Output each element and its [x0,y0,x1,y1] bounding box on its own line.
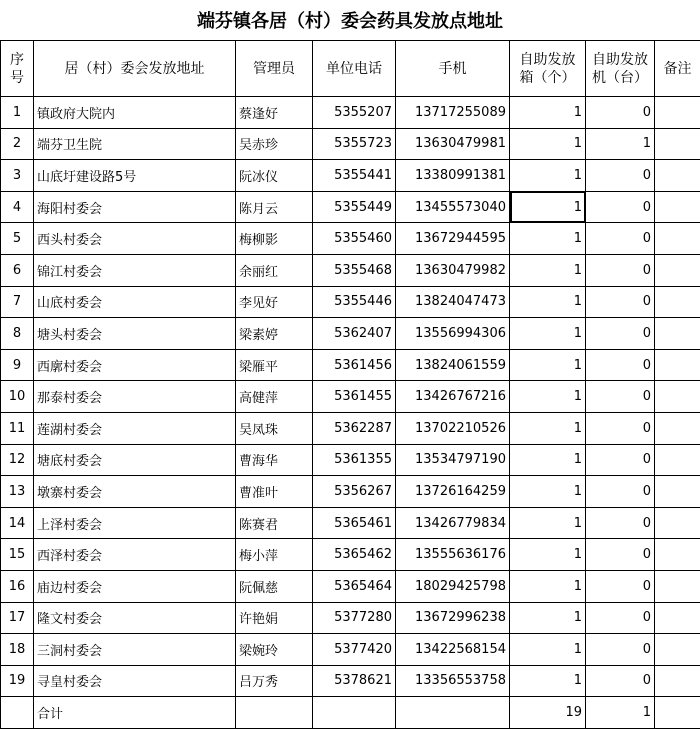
cell-box[interactable]: 1 [510,97,586,129]
total-empty-cell[interactable] [396,697,510,729]
cell-address[interactable]: 塘头村委会 [34,318,236,350]
cell-manager[interactable]: 陈赛君 [236,507,313,539]
cell-box[interactable]: 1 [510,665,586,697]
cell-mobile[interactable]: 13356553758 [396,665,510,697]
cell-address[interactable]: 镇政府大院内 [34,97,236,129]
cell-manager[interactable]: 吴赤珍 [236,128,313,160]
cell-box[interactable]: 1 [510,191,586,223]
cell-phone[interactable]: 5355460 [313,223,396,255]
cell-manager[interactable]: 梁婉玲 [236,634,313,666]
cell-note[interactable] [655,223,700,255]
cell-box[interactable]: 1 [510,412,586,444]
cell-seq[interactable]: 9 [1,349,34,381]
total-label[interactable]: 合计 [34,697,236,729]
cell-box[interactable]: 1 [510,128,586,160]
cell-machine[interactable]: 0 [586,223,655,255]
cell-note[interactable] [655,318,700,350]
cell-note[interactable] [655,602,700,634]
cell-manager[interactable]: 吴凤珠 [236,412,313,444]
cell-phone[interactable]: 5355468 [313,254,396,286]
table-row [1,128,700,160]
cell-address[interactable]: 墩寨村委会 [34,476,236,508]
table-row [1,634,700,666]
table-row [1,318,700,350]
table-row [1,254,700,286]
cell-machine[interactable]: 0 [586,476,655,508]
table-row [1,286,700,318]
cell-box[interactable]: 1 [510,318,586,350]
cell-mobile[interactable]: 18029425798 [396,570,510,602]
cell-seq[interactable]: 10 [1,381,34,413]
cell-machine[interactable]: 0 [586,507,655,539]
table-row [1,570,700,602]
cell-address[interactable]: 海阳村委会 [34,191,236,223]
cell-machine[interactable]: 0 [586,634,655,666]
table-row [1,507,700,539]
cell-note[interactable] [655,381,700,413]
table-row [1,160,700,192]
cell-mobile[interactable]: 13630479982 [396,254,510,286]
cell-address[interactable]: 隆文村委会 [34,602,236,634]
cell-address[interactable]: 寻皇村委会 [34,665,236,697]
cell-machine[interactable]: 0 [586,602,655,634]
table-row [1,97,700,129]
cell-seq[interactable]: 19 [1,665,34,697]
table-row [1,539,700,571]
cell-machine[interactable]: 1 [586,128,655,160]
cell-address[interactable]: 那泰村委会 [34,381,236,413]
cell-machine[interactable]: 0 [586,318,655,350]
total-machine[interactable]: 1 [586,697,655,729]
cell-seq[interactable]: 5 [1,223,34,255]
cell-note[interactable] [655,539,700,571]
header-manager[interactable]: 管理员 [236,41,313,97]
cell-phone[interactable]: 5361355 [313,444,396,476]
cell-address[interactable]: 山底圩建设路5号 [34,160,236,192]
header-mobile[interactable]: 手机 [396,41,510,97]
total-row [1,697,700,729]
cell-mobile[interactable]: 13717255089 [396,97,510,129]
cell-seq[interactable]: 16 [1,570,34,602]
cell-note[interactable] [655,286,700,318]
cell-mobile[interactable]: 13630479981 [396,128,510,160]
cell-seq[interactable]: 17 [1,602,34,634]
cell-manager[interactable]: 梅小萍 [236,539,313,571]
cell-note[interactable] [655,160,700,192]
cell-seq[interactable]: 18 [1,634,34,666]
cell-note[interactable] [655,97,700,129]
cell-machine[interactable]: 0 [586,349,655,381]
cell-address[interactable]: 塘底村委会 [34,444,236,476]
header-row [1,41,700,97]
cell-machine[interactable]: 0 [586,160,655,192]
cell-mobile[interactable]: 13556994306 [396,318,510,350]
cell-manager[interactable]: 阮佩慈 [236,570,313,602]
cell-machine[interactable]: 0 [586,665,655,697]
cell-mobile[interactable]: 13455573040 [396,191,510,223]
header-address[interactable]: 居（村）委会发放地址 [34,41,236,97]
cell-phone[interactable]: 5356267 [313,476,396,508]
cell-manager[interactable]: 曹准叶 [236,476,313,508]
cell-phone[interactable]: 5361455 [313,381,396,413]
cell-manager[interactable]: 许艳娟 [236,602,313,634]
cell-mobile[interactable]: 13726164259 [396,476,510,508]
cell-seq[interactable]: 15 [1,539,34,571]
cell-seq[interactable]: 4 [1,191,34,223]
table-row [1,191,700,223]
cell-machine[interactable]: 0 [586,254,655,286]
cell-manager[interactable]: 陈月云 [236,191,313,223]
cell-mobile[interactable]: 13702210526 [396,412,510,444]
total-empty-cell[interactable] [655,697,700,729]
cell-machine[interactable]: 0 [586,570,655,602]
cell-note[interactable] [655,665,700,697]
cell-machine[interactable]: 0 [586,191,655,223]
cell-machine[interactable]: 0 [586,286,655,318]
cell-address[interactable]: 莲湖村委会 [34,412,236,444]
cell-address[interactable]: 庙边村委会 [34,570,236,602]
cell-phone[interactable]: 5362407 [313,318,396,350]
cell-machine[interactable]: 0 [586,97,655,129]
table-row [1,665,700,697]
cell-note[interactable] [655,191,700,223]
cell-phone[interactable]: 5355207 [313,97,396,129]
cell-seq[interactable]: 13 [1,476,34,508]
total-empty-cell[interactable] [236,697,313,729]
cell-address[interactable]: 西廓村委会 [34,349,236,381]
header-seq[interactable]: 序号 [1,41,34,97]
cell-manager[interactable]: 梅柳影 [236,223,313,255]
cell-manager[interactable]: 吕万秀 [236,665,313,697]
cell-phone[interactable]: 5377420 [313,634,396,666]
cell-manager[interactable]: 蔡逢好 [236,97,313,129]
cell-mobile[interactable]: 13824061559 [396,349,510,381]
cell-seq[interactable]: 14 [1,507,34,539]
table-row [1,223,700,255]
header-phone[interactable]: 单位电话 [313,41,396,97]
cell-phone[interactable]: 5365461 [313,507,396,539]
table-row [1,349,700,381]
table-row [1,381,700,413]
cell-address[interactable]: 西头村委会 [34,223,236,255]
cell-phone[interactable]: 5377280 [313,602,396,634]
cell-seq[interactable]: 7 [1,286,34,318]
cell-phone[interactable]: 5355449 [313,191,396,223]
cell-manager[interactable]: 曹海华 [236,444,313,476]
cell-machine[interactable]: 0 [586,444,655,476]
cell-mobile[interactable]: 13672996238 [396,602,510,634]
cell-box[interactable]: 1 [510,507,586,539]
total-box[interactable]: 19 [510,697,586,729]
table-row [1,602,700,634]
cell-manager[interactable]: 李见好 [236,286,313,318]
cell-seq[interactable]: 1 [1,97,34,129]
header-note[interactable]: 备注 [655,41,700,97]
cell-mobile[interactable]: 13555636176 [396,539,510,571]
cell-note[interactable] [655,254,700,286]
cell-mobile[interactable]: 13534797190 [396,444,510,476]
cell-mobile[interactable]: 13426767216 [396,381,510,413]
cell-box[interactable]: 1 [510,476,586,508]
cell-note[interactable] [655,507,700,539]
cell-box[interactable]: 1 [510,286,586,318]
cell-note[interactable] [655,349,700,381]
cell-seq[interactable]: 3 [1,160,34,192]
cell-manager[interactable]: 余丽红 [236,254,313,286]
cell-manager[interactable]: 梁雁平 [236,349,313,381]
cell-address[interactable]: 西泽村委会 [34,539,236,571]
cell-note[interactable] [655,570,700,602]
cell-box[interactable]: 1 [510,539,586,571]
cell-box[interactable]: 1 [510,349,586,381]
cell-phone[interactable]: 5361456 [313,349,396,381]
cell-box[interactable]: 1 [510,602,586,634]
cell-mobile[interactable]: 13824047473 [396,286,510,318]
cell-box[interactable]: 1 [510,160,586,192]
cell-box[interactable]: 1 [510,381,586,413]
cell-phone[interactable]: 5355441 [313,160,396,192]
cell-seq[interactable]: 6 [1,254,34,286]
cell-seq[interactable]: 12 [1,444,34,476]
cell-address[interactable]: 山底村委会 [34,286,236,318]
cell-seq[interactable]: 11 [1,412,34,444]
header-box[interactable]: 自助发放箱（个） [510,41,586,97]
document-title: 端芬镇各居（村）委会药具发放点地址 [197,11,503,32]
cell-mobile[interactable]: 13422568154 [396,634,510,666]
cell-machine[interactable]: 0 [586,539,655,571]
table-row [1,412,700,444]
cell-box[interactable]: 1 [510,570,586,602]
cell-manager[interactable]: 梁素婷 [236,318,313,350]
cell-box[interactable]: 1 [510,254,586,286]
total-empty-cell[interactable] [313,697,396,729]
cell-mobile[interactable]: 13672944595 [396,223,510,255]
cell-address[interactable]: 端芬卫生院 [34,128,236,160]
cell-phone[interactable]: 5365462 [313,539,396,571]
cell-note[interactable] [655,128,700,160]
cell-phone[interactable]: 5362287 [313,412,396,444]
table-row [1,476,700,508]
cell-machine[interactable]: 0 [586,412,655,444]
cell-manager[interactable]: 阮冰仪 [236,160,313,192]
cell-machine[interactable]: 0 [586,381,655,413]
cell-phone[interactable]: 5355723 [313,128,396,160]
cell-phone[interactable]: 5365464 [313,570,396,602]
cell-note[interactable] [655,476,700,508]
cell-mobile[interactable]: 13380991381 [396,160,510,192]
total-empty-cell[interactable] [1,697,34,729]
cell-manager[interactable]: 高健萍 [236,381,313,413]
cell-seq[interactable]: 8 [1,318,34,350]
cell-address[interactable]: 上泽村委会 [34,507,236,539]
cell-phone[interactable]: 5355446 [313,286,396,318]
cell-address[interactable]: 锦江村委会 [34,254,236,286]
cell-box[interactable]: 1 [510,223,586,255]
header-machine[interactable]: 自助发放机（台） [586,41,655,97]
cell-note[interactable] [655,634,700,666]
distribution-table [0,40,700,729]
cell-note[interactable] [655,444,700,476]
cell-phone[interactable]: 5378621 [313,665,396,697]
cell-mobile[interactable]: 13426779834 [396,507,510,539]
table-row [1,444,700,476]
cell-note[interactable] [655,412,700,444]
cell-seq[interactable]: 2 [1,128,34,160]
cell-address[interactable]: 三洞村委会 [34,634,236,666]
cell-box[interactable]: 1 [510,634,586,666]
cell-box[interactable]: 1 [510,444,586,476]
